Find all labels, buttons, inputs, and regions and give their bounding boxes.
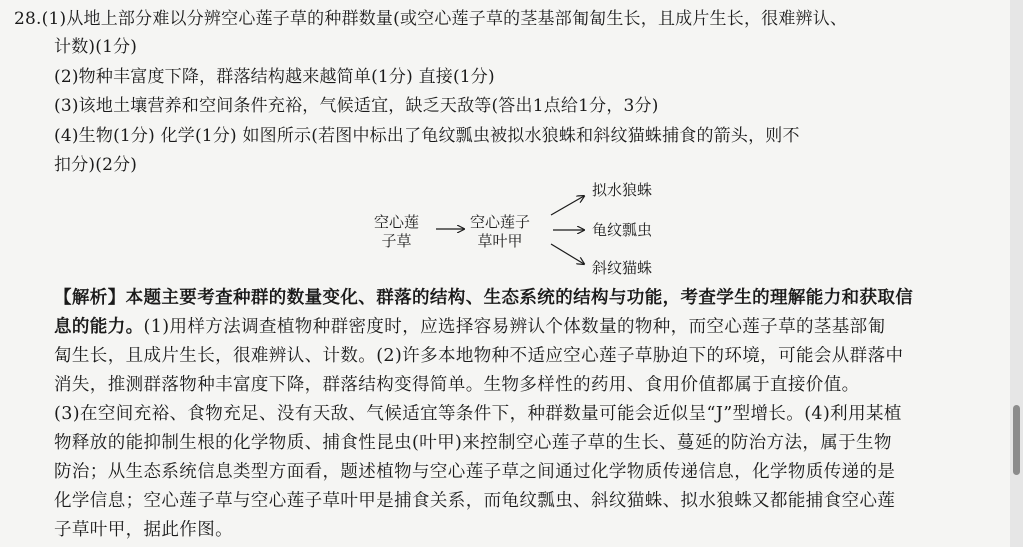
node-beetle (470, 213, 530, 251)
node-wolf-spider: 拟水狼蛛 (592, 181, 653, 199)
analysis-line-7: 防治；从生态系统信息类型方面看，题述植物与空心莲子草之间通过化学物质传递信息，化学物质传递的是 (54, 462, 896, 482)
answer-line-6: 扣分)(2分) (54, 155, 138, 175)
vertical-scrollbar[interactable] (1010, 0, 1023, 547)
answer-line-1: 28.(1)从地上部分难以分辨空心莲子草的种群数量(或空心莲子草的茎基部匍匐生长，且成片生长，很难辨认、 (14, 9, 848, 29)
node-plant-line2: 子草 (381, 232, 412, 250)
analysis-line-2 (54, 316, 886, 338)
analysis-line-1-text: 本题主要考查种群的数量变化、群落的结构、生态系统的结构与功能，考查学生的理解能力和获取信 (125, 288, 914, 308)
analysis-line-1 (54, 287, 913, 309)
answer-line-2: 计数)(1分) (54, 37, 138, 57)
node-beetle-line1: 空心莲子 (470, 213, 531, 231)
analysis-line-2-text: (1)用样方法调查植物种群密度时，应选择容易辨认个体数量的物种，而空心莲子草的茎基部匍 (143, 317, 886, 337)
arrow-beetle-to-lynx-spider (551, 244, 584, 264)
node-ladybird: 龟纹瓢虫 (592, 221, 653, 239)
analysis-line-6: 物释放的能抑制生根的化学物质、捕食性昆虫(叶甲)来控制空心莲子草的生长、蔓延的防治方法，属于生物 (54, 433, 892, 453)
node-plant (374, 213, 419, 251)
node-lynx-spider: 斜纹猫蛛 (592, 259, 653, 277)
arrow-beetle-to-wolf-spider (551, 196, 584, 215)
answer-line-4: (3)该地土壤营养和空间条件充裕，气候适宜，缺乏天敌等(答出1点给1分，3分) (54, 96, 659, 116)
node-plant-line1: 空心莲 (374, 213, 420, 231)
answer-line-5: (4)生物(1分) 化学(1分) 如图所示(若图中标出了龟纹瓢虫被拟水狼蛛和斜纹猫蛛捕食的箭头，则不 (54, 126, 800, 146)
node-beetle-line2: 草叶甲 (477, 232, 523, 250)
analysis-line-8: 化学信息；空心莲子草与空心莲子草叶甲是捕食关系，而龟纹瓢虫、斜纹猫蛛、拟水狼蛛又都能捕食空心莲 (54, 491, 896, 511)
analysis-line-5: (3)在空间充裕、食物充足、没有天敌、气候适宜等条件下，种群数量可能会近似呈“J”型增长。(4)利用某植 (54, 404, 902, 424)
answer-line-3: (2)物种丰富度下降，群落结构越来越简单(1分) 直接(1分) (54, 67, 495, 87)
analysis-line-2-bold: 息的能力。 (54, 317, 144, 337)
scrollbar-thumb[interactable] (1013, 405, 1020, 475)
analysis-line-4: 消失，推测群落物种丰富度下降，群落结构变得简单。生物多样性的药用、食用价值都属于直接价值。 (54, 375, 860, 395)
analysis-label: 【解析】 (54, 288, 126, 308)
analysis-line-9: 子草叶甲，据此作图。 (54, 520, 233, 540)
analysis-line-3: 匐生长，且成片生长，很难辨认、计数。(2)许多本地物种不适应空心莲子草胁迫下的环境，可能会从群落中 (54, 346, 904, 366)
